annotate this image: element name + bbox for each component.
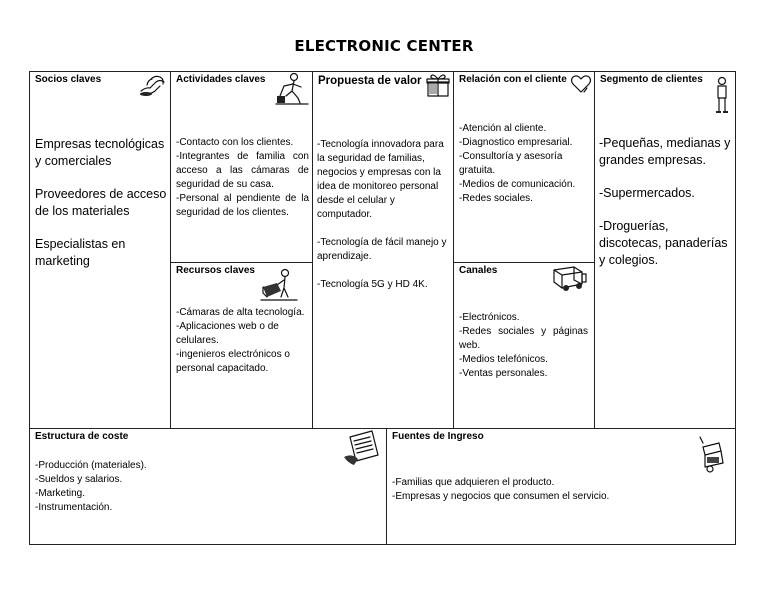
list-item: -ingenieros electrónicos o personal capacitado.: [176, 349, 290, 374]
list-item: -Sueldos y salarios.: [35, 474, 123, 485]
list-item: -Electrónicos.: [459, 312, 520, 323]
list-item: -Tecnología 5G y HD 4K.: [317, 279, 428, 290]
list-item: -Tecnología de fácil manejo y aprendizaje.: [317, 237, 447, 262]
section-fuentes-de-ingreso: [387, 429, 735, 544]
list-item: -Ventas personales.: [459, 368, 548, 379]
list-item: -Medios de comunicación.: [459, 179, 576, 190]
worker-icon: [274, 72, 310, 111]
list-item: -Atención al cliente.: [459, 123, 547, 134]
section-heading: Actividades claves: [176, 74, 266, 85]
cash-register-icon: [697, 435, 727, 478]
list-item: -Personal al pendiente de la seguridad de los clientes.: [176, 193, 309, 218]
section-heading: Segmento de clientes: [600, 74, 703, 85]
list-item: Especialistas en marketing: [35, 237, 126, 268]
list-item: -Tecnología innovadora para la seguridad de familias, negocios y empresas con la idea de monitoreo personal desde el celular y computador.: [317, 139, 444, 220]
section-propuesta-de-valor: [313, 72, 453, 428]
delivery-truck-icon: [552, 264, 588, 299]
section-heading: Canales: [459, 265, 498, 276]
list-item: -Pequeñas, medianas y grandes empresas.: [599, 136, 731, 167]
invoice-icon: [342, 429, 382, 472]
list-item: -Diagnostico empresarial.: [459, 137, 573, 148]
list-item: -Integrantes de familia con acceso a las cámaras de seguridad de su casa.: [176, 151, 309, 190]
list-item: -Redes sociales.: [459, 193, 533, 204]
section-actividades-claves: [171, 72, 312, 262]
list-item: -Cámaras de alta tecnología.: [176, 307, 305, 318]
list-item: -Contacto con los clientes.: [176, 137, 294, 148]
person-icon: [713, 76, 731, 119]
list-item: -Consultoría y asesoría gratuita.: [459, 151, 563, 176]
section-heading: Relación con el cliente: [459, 74, 567, 85]
section-canales: [454, 263, 594, 428]
list-item: -Empresas y negocios que consumen el servicio.: [392, 491, 610, 502]
list-item: Proveedores de acceso de los materiales: [35, 187, 167, 218]
list-item: Empresas tecnológicas y comerciales: [35, 137, 165, 168]
list-item: -Aplicaciones web o de celulares.: [176, 321, 279, 346]
section-relacion-con-el-cliente: [454, 72, 594, 262]
section-heading: Estructura de coste: [35, 431, 129, 442]
list-item: -Supermercados.: [599, 186, 695, 200]
section-socios-claves: [30, 72, 170, 428]
heart-icon: [570, 74, 592, 99]
section-heading: Propuesta de valor: [318, 75, 422, 87]
handshake-icon: [138, 73, 168, 102]
section-heading: Socios claves: [35, 74, 102, 85]
list-item: -Familias que adquieren el producto.: [392, 477, 555, 488]
section-segmento-de-clientes: [595, 72, 735, 428]
list-item: -Medios telefónicos.: [459, 354, 548, 365]
list-item: -Redes sociales y páginas web.: [459, 326, 588, 351]
list-item: -Producción (materiales).: [35, 460, 147, 471]
page-title: ELECTRONIC CENTER: [294, 37, 474, 55]
list-item: -Instrumentación.: [35, 502, 113, 513]
section-estructura-de-coste: [30, 429, 386, 544]
gift-icon: [425, 72, 451, 103]
list-item: -Droguerías, discotecas, panaderías y colegios.: [599, 219, 728, 267]
section-recursos-claves: [171, 263, 312, 428]
list-item: -Marketing.: [35, 488, 86, 499]
machine-operator-icon: [259, 267, 299, 308]
section-heading: Recursos claves: [176, 265, 255, 276]
section-heading: Fuentes de Ingreso: [392, 431, 484, 442]
